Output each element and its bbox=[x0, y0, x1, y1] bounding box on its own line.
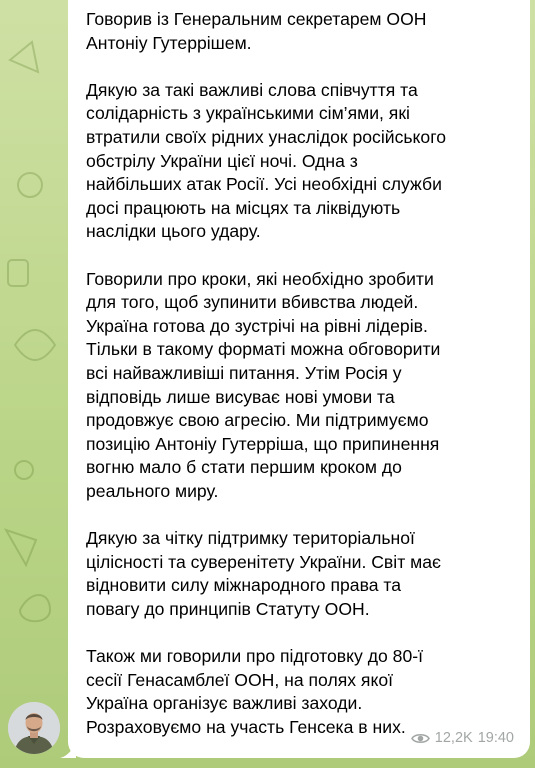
message-time: 19:40 bbox=[477, 730, 514, 746]
message-meta bbox=[411, 730, 514, 746]
message-bubble[interactable] bbox=[68, 0, 530, 758]
eye-icon bbox=[411, 732, 430, 745]
message-paragraph: Говорив із Генеральним секретарем ООН Антоніу Гутеррішем. bbox=[86, 9, 427, 53]
message-paragraph: Також ми говорили про підготовку до 80-ї сесії Генасамблеї ООН, на полях якої Україна організує важливі заходи. Розраховуємо на участь Генсека в них. bbox=[86, 646, 423, 737]
message-text bbox=[86, 8, 514, 739]
channel-avatar[interactable] bbox=[8, 702, 60, 754]
message-paragraph: Дякую за такі важливі слова співчуття та солідарність з українськими сім’ями, які втратили своїх рідних унаслідок російського обстрілу України цієї ночі. Одна з найбільших атак Росії. Усі необхідні служби досі працюють на місцях та ліквідують наслідки цього удару. bbox=[86, 79, 447, 242]
message-paragraph: Дякую за чітку підтримку територіальної цілісності та суверенітету України. Світ має відновити силу міжнародного права та повагу до принципів Статуту ООН. bbox=[86, 528, 441, 619]
message-paragraph: Говорили про кроки, які необхідно зробити для того, щоб зупинити вбивства людей. Україна готова до зустрічі на рівні лідерів. Тільки в такому форматі можна обговорити всі найважливіші питання. Утім Росія у відповідь лише висуває нові умови та продовжує свою агресію. Ми підтримуємо позицію Антоніу Гутерріша, що припинення вогню мало б стати першим кроком до реального миру. bbox=[86, 268, 441, 501]
avatar-image bbox=[8, 702, 60, 754]
views-count: 12,2K bbox=[434, 730, 473, 746]
